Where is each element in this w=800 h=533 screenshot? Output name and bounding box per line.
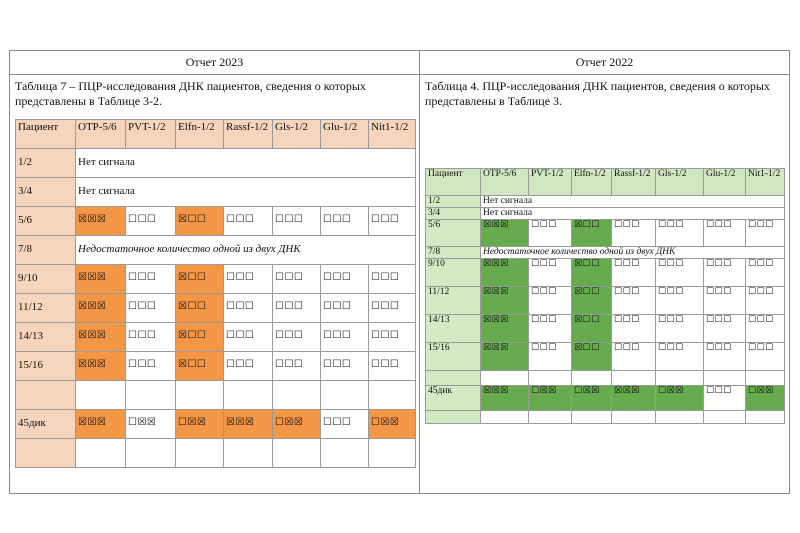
- result-cell: ☐☐☐: [746, 287, 785, 315]
- header-patient: Пациент: [16, 120, 76, 149]
- table-row: [16, 294, 416, 323]
- result-cell: ☒☒☒: [481, 343, 529, 371]
- table-row: [426, 315, 785, 343]
- result-cell: ☐☐☐: [126, 207, 176, 236]
- result-cell: ☐☐☐: [273, 323, 321, 352]
- result-cell: ☐☐☐: [224, 207, 273, 236]
- result-cell: ☒☐☐: [176, 294, 224, 323]
- result-cell: ☐☐☐: [369, 323, 416, 352]
- result-cell: ☐☐☐: [273, 352, 321, 381]
- result-cell: ☐☐☐: [126, 265, 176, 294]
- empty-cell: [529, 371, 572, 386]
- result-cell: ☒☒☒: [612, 386, 656, 411]
- empty-cell: [426, 411, 481, 424]
- result-cell: ☐☐☐: [656, 287, 704, 315]
- result-cell: ☒☒☒: [76, 352, 126, 381]
- result-cell: ☒☐☐: [176, 265, 224, 294]
- row-note: Нет сигнала: [76, 178, 416, 207]
- empty-cell: [656, 371, 704, 386]
- empty-cell: [746, 411, 785, 424]
- empty-cell: [126, 381, 176, 410]
- result-cell: ☒☒☒: [76, 265, 126, 294]
- table-row: [16, 236, 416, 265]
- result-cell: ☐☒☒: [369, 410, 416, 439]
- result-cell: ☐☐☐: [746, 343, 785, 371]
- empty-cell: [126, 439, 176, 468]
- empty-cell: [656, 411, 704, 424]
- result-cell: ☒☐☐: [572, 259, 612, 287]
- result-cell: ☐☐☐: [126, 323, 176, 352]
- table-row: [16, 410, 416, 439]
- empty-cell: [176, 439, 224, 468]
- empty-cell: [612, 411, 656, 424]
- result-cell: ☒☒☒: [481, 220, 529, 247]
- table-row: [16, 207, 416, 236]
- row-note: Нет сигнала: [481, 208, 785, 220]
- patient-id: 15/16: [426, 343, 481, 371]
- table-4-header-row: [426, 169, 785, 196]
- table-row: [16, 265, 416, 294]
- table-row: [16, 149, 416, 178]
- result-cell: ☐☒☒: [746, 386, 785, 411]
- result-cell: ☐☐☐: [704, 386, 746, 411]
- result-cell: ☒☐☐: [572, 287, 612, 315]
- result-cell: ☐☐☐: [704, 220, 746, 247]
- patient-id: 7/8: [426, 247, 481, 259]
- result-cell: ☐☒☒: [176, 410, 224, 439]
- empty-cell: [481, 371, 529, 386]
- empty-cell: [529, 411, 572, 424]
- patient-id: 9/10: [16, 265, 76, 294]
- result-cell: ☐☐☐: [704, 259, 746, 287]
- header-elfn: Elfn-1/2: [572, 169, 612, 196]
- empty-cell: [16, 439, 76, 468]
- patient-id: 1/2: [426, 196, 481, 208]
- empty-cell: [321, 439, 369, 468]
- row-note: Нет сигнала: [76, 149, 416, 178]
- empty-cell: [273, 381, 321, 410]
- result-cell: ☐☐☐: [321, 265, 369, 294]
- patient-id: 3/4: [426, 208, 481, 220]
- table-row-empty: [426, 371, 785, 386]
- result-cell: ☐☐☐: [321, 207, 369, 236]
- result-cell: ☐☐☐: [369, 294, 416, 323]
- result-cell: ☒☒☒: [481, 259, 529, 287]
- result-cell: ☐☐☐: [612, 287, 656, 315]
- result-cell: ☐☐☐: [529, 220, 572, 247]
- result-cell: ☐☐☐: [529, 315, 572, 343]
- result-cell: ☐☐☐: [656, 259, 704, 287]
- result-cell: ☒☐☐: [572, 315, 612, 343]
- result-cell: ☒☐☐: [572, 343, 612, 371]
- table-7-caption: Таблица 7 – ПЦР-исследования ДНК пациентов, сведения о которых представлены в Таблице 3-2.: [15, 79, 366, 108]
- result-cell: ☒☒☒: [76, 410, 126, 439]
- comparison-frame: [9, 50, 790, 494]
- empty-cell: [76, 381, 126, 410]
- empty-cell: [481, 411, 529, 424]
- result-cell: ☐☒☒: [572, 386, 612, 411]
- result-cell: ☐☐☐: [273, 294, 321, 323]
- row-note: Нет сигнала: [481, 196, 785, 208]
- table-row: [16, 178, 416, 207]
- empty-cell: [704, 411, 746, 424]
- result-cell: ☒☐☐: [176, 323, 224, 352]
- header-rassf: Rassf-1/2: [612, 169, 656, 196]
- result-cell: ☐☐☐: [273, 265, 321, 294]
- result-cell: ☒☒☒: [76, 294, 126, 323]
- result-cell: ☐☐☐: [369, 352, 416, 381]
- header-otp: OTP-5/6: [481, 169, 529, 196]
- table-row: [426, 343, 785, 371]
- result-cell: ☐☐☐: [529, 343, 572, 371]
- result-cell: ☐☐☐: [126, 352, 176, 381]
- table-row: [426, 208, 785, 220]
- result-cell: ☐☐☐: [126, 294, 176, 323]
- result-cell: ☐☐☐: [321, 352, 369, 381]
- table-row: [16, 323, 416, 352]
- result-cell: ☐☐☐: [612, 315, 656, 343]
- empty-cell: [704, 371, 746, 386]
- result-cell: ☐☐☐: [321, 410, 369, 439]
- result-cell: ☐☒☒: [529, 386, 572, 411]
- result-cell: ☐☐☐: [704, 287, 746, 315]
- table-row-empty: [426, 411, 785, 424]
- header-pvt: PVT-1/2: [126, 120, 176, 149]
- header-pvt: PVT-1/2: [529, 169, 572, 196]
- result-cell: ☐☐☐: [704, 315, 746, 343]
- patient-id: 14/13: [16, 323, 76, 352]
- patient-id: 15/16: [16, 352, 76, 381]
- header-patient: Пациент: [426, 169, 481, 196]
- report-2022-title: Отчет 2022: [420, 51, 789, 75]
- empty-cell: [273, 439, 321, 468]
- patient-id: 45дик: [16, 410, 76, 439]
- result-cell: ☐☐☐: [224, 352, 273, 381]
- patient-id: 45дик: [426, 386, 481, 411]
- result-cell: ☒☒☒: [481, 287, 529, 315]
- header-otp: OTP-5/6: [76, 120, 126, 149]
- patient-id: 1/2: [16, 149, 76, 178]
- result-cell: ☐☒☒: [273, 410, 321, 439]
- table-row-empty: [16, 381, 416, 410]
- empty-cell: [369, 381, 416, 410]
- table-row: [426, 220, 785, 247]
- empty-cell: [321, 381, 369, 410]
- empty-cell: [572, 371, 612, 386]
- empty-cell: [369, 439, 416, 468]
- header-nit1: Nit1-1/2: [746, 169, 785, 196]
- row-note: Недостаточное количество одной из двух ДНК: [481, 247, 785, 259]
- empty-cell: [224, 381, 273, 410]
- empty-cell: [16, 381, 76, 410]
- result-cell: ☐☐☐: [612, 220, 656, 247]
- result-cell: ☐☐☐: [529, 259, 572, 287]
- report-2022-panel: [420, 51, 789, 493]
- empty-cell: [746, 371, 785, 386]
- result-cell: ☐☐☐: [612, 259, 656, 287]
- result-cell: ☐☐☐: [224, 323, 273, 352]
- result-cell: ☐☐☐: [656, 220, 704, 247]
- table-row: [426, 287, 785, 315]
- header-gls: Gls-1/2: [273, 120, 321, 149]
- empty-cell: [572, 411, 612, 424]
- header-glu: Glu-1/2: [321, 120, 369, 149]
- report-2023-panel: [10, 51, 420, 493]
- row-note: Недостаточное количество одной из двух ДНК: [76, 236, 416, 265]
- patient-id: 11/12: [426, 287, 481, 315]
- table-row: [16, 352, 416, 381]
- result-cell: ☒☒☒: [76, 207, 126, 236]
- table-4: [425, 168, 785, 424]
- result-cell: ☒☒☒: [224, 410, 273, 439]
- patient-id: 5/6: [426, 220, 481, 247]
- result-cell: ☐☐☐: [612, 343, 656, 371]
- result-cell: ☒☒☒: [76, 323, 126, 352]
- result-cell: ☐☐☐: [746, 315, 785, 343]
- table-row: [426, 196, 785, 208]
- result-cell: ☐☒☒: [656, 386, 704, 411]
- patient-id: 3/4: [16, 178, 76, 207]
- patient-id: 11/12: [16, 294, 76, 323]
- table-row: [426, 259, 785, 287]
- table-row-empty: [16, 439, 416, 468]
- result-cell: ☐☐☐: [321, 294, 369, 323]
- result-cell: ☐☒☒: [126, 410, 176, 439]
- patient-id: 9/10: [426, 259, 481, 287]
- result-cell: ☐☐☐: [529, 287, 572, 315]
- header-rassf: Rassf-1/2: [224, 120, 273, 149]
- result-cell: ☐☐☐: [704, 343, 746, 371]
- report-2023-title: Отчет 2023: [10, 51, 419, 75]
- header-gls: Gls-1/2: [656, 169, 704, 196]
- table-7: [15, 119, 416, 468]
- patient-id: 5/6: [16, 207, 76, 236]
- table-row: [426, 386, 785, 411]
- header-elfn: Elfn-1/2: [176, 120, 224, 149]
- empty-cell: [224, 439, 273, 468]
- result-cell: ☒☐☐: [572, 220, 612, 247]
- empty-cell: [426, 371, 481, 386]
- result-cell: ☐☐☐: [746, 220, 785, 247]
- empty-cell: [76, 439, 126, 468]
- table-4-caption: Таблица 4. ПЦР-исследования ДНК пациентов, сведения о которых представлены в Таблице 3.: [425, 79, 770, 108]
- table-row: [426, 247, 785, 259]
- patient-id: 14/13: [426, 315, 481, 343]
- result-cell: ☒☒☒: [481, 386, 529, 411]
- header-nit1: Nit1-1/2: [369, 120, 416, 149]
- patient-id: 7/8: [16, 236, 76, 265]
- result-cell: ☒☐☐: [176, 207, 224, 236]
- empty-cell: [612, 371, 656, 386]
- result-cell: ☐☐☐: [746, 259, 785, 287]
- result-cell: ☐☐☐: [369, 265, 416, 294]
- empty-cell: [176, 381, 224, 410]
- result-cell: ☐☐☐: [369, 207, 416, 236]
- header-glu: Glu-1/2: [704, 169, 746, 196]
- result-cell: ☒☒☒: [481, 315, 529, 343]
- result-cell: ☐☐☐: [656, 343, 704, 371]
- result-cell: ☐☐☐: [273, 207, 321, 236]
- table-7-header-row: [16, 120, 416, 149]
- result-cell: ☐☐☐: [224, 294, 273, 323]
- result-cell: ☒☐☐: [176, 352, 224, 381]
- result-cell: ☐☐☐: [321, 323, 369, 352]
- result-cell: ☐☐☐: [224, 265, 273, 294]
- result-cell: ☐☐☐: [656, 315, 704, 343]
